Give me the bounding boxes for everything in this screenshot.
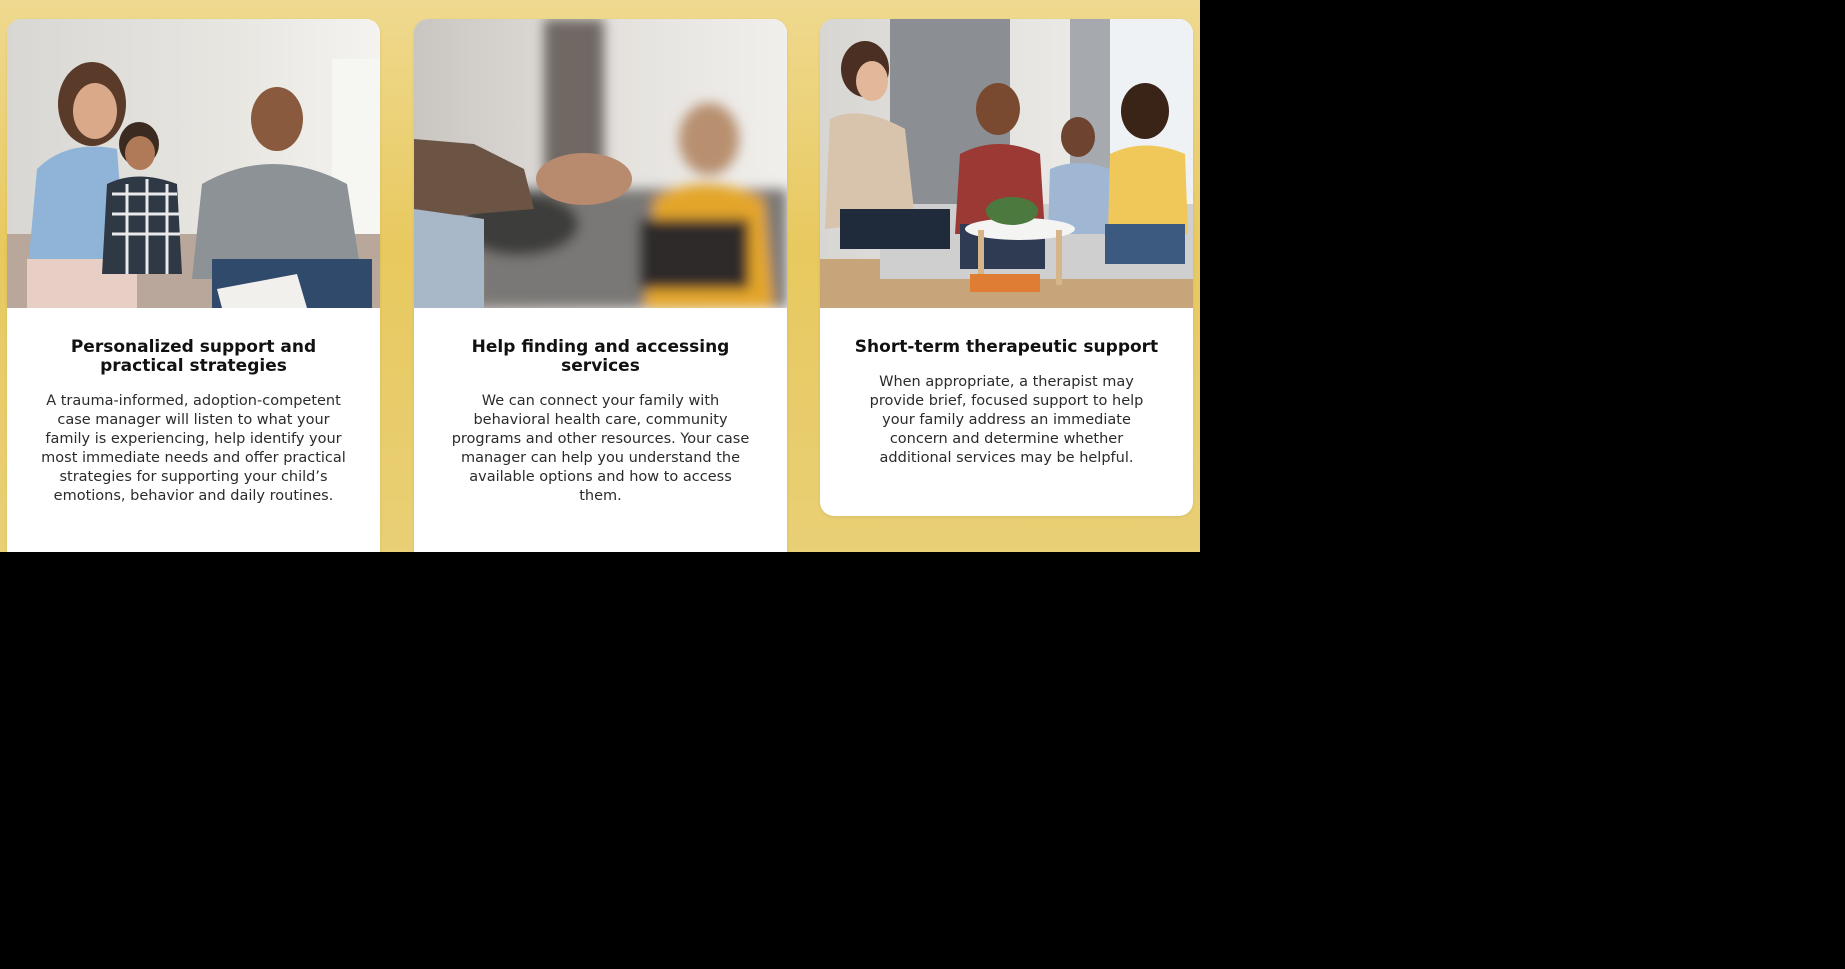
services-section	[0, 0, 1200, 552]
card-title: Personalized support and practical strategies	[70, 337, 317, 376]
card-title: Short-term therapeutic support	[854, 337, 1159, 357]
service-card-personalized-support	[7, 19, 380, 552]
card-title: Help finding and accessing services	[471, 337, 730, 376]
card-description: We can connect your family with behavioral health care, community programs and other resources. Your case manager can help you understand the available options and how to access them.	[451, 393, 750, 504]
family-with-counselor-photo	[7, 19, 380, 308]
service-card-therapeutic-support	[820, 19, 1193, 516]
card-description: When appropriate, a therapist may provide brief, focused support to help your family address an immediate concern and determine whether additional services may be helpful.	[869, 374, 1144, 466]
service-card-finding-services	[414, 19, 787, 552]
card-description: A trauma-informed, adoption-competent case manager will listen to what your family is experiencing, help identify your most immediate needs and offer practical strategies for supporting your child’s emotions, behavior and daily routines.	[41, 393, 346, 504]
counseling-session-hands-photo	[414, 19, 787, 308]
family-therapy-session-photo	[820, 19, 1193, 308]
